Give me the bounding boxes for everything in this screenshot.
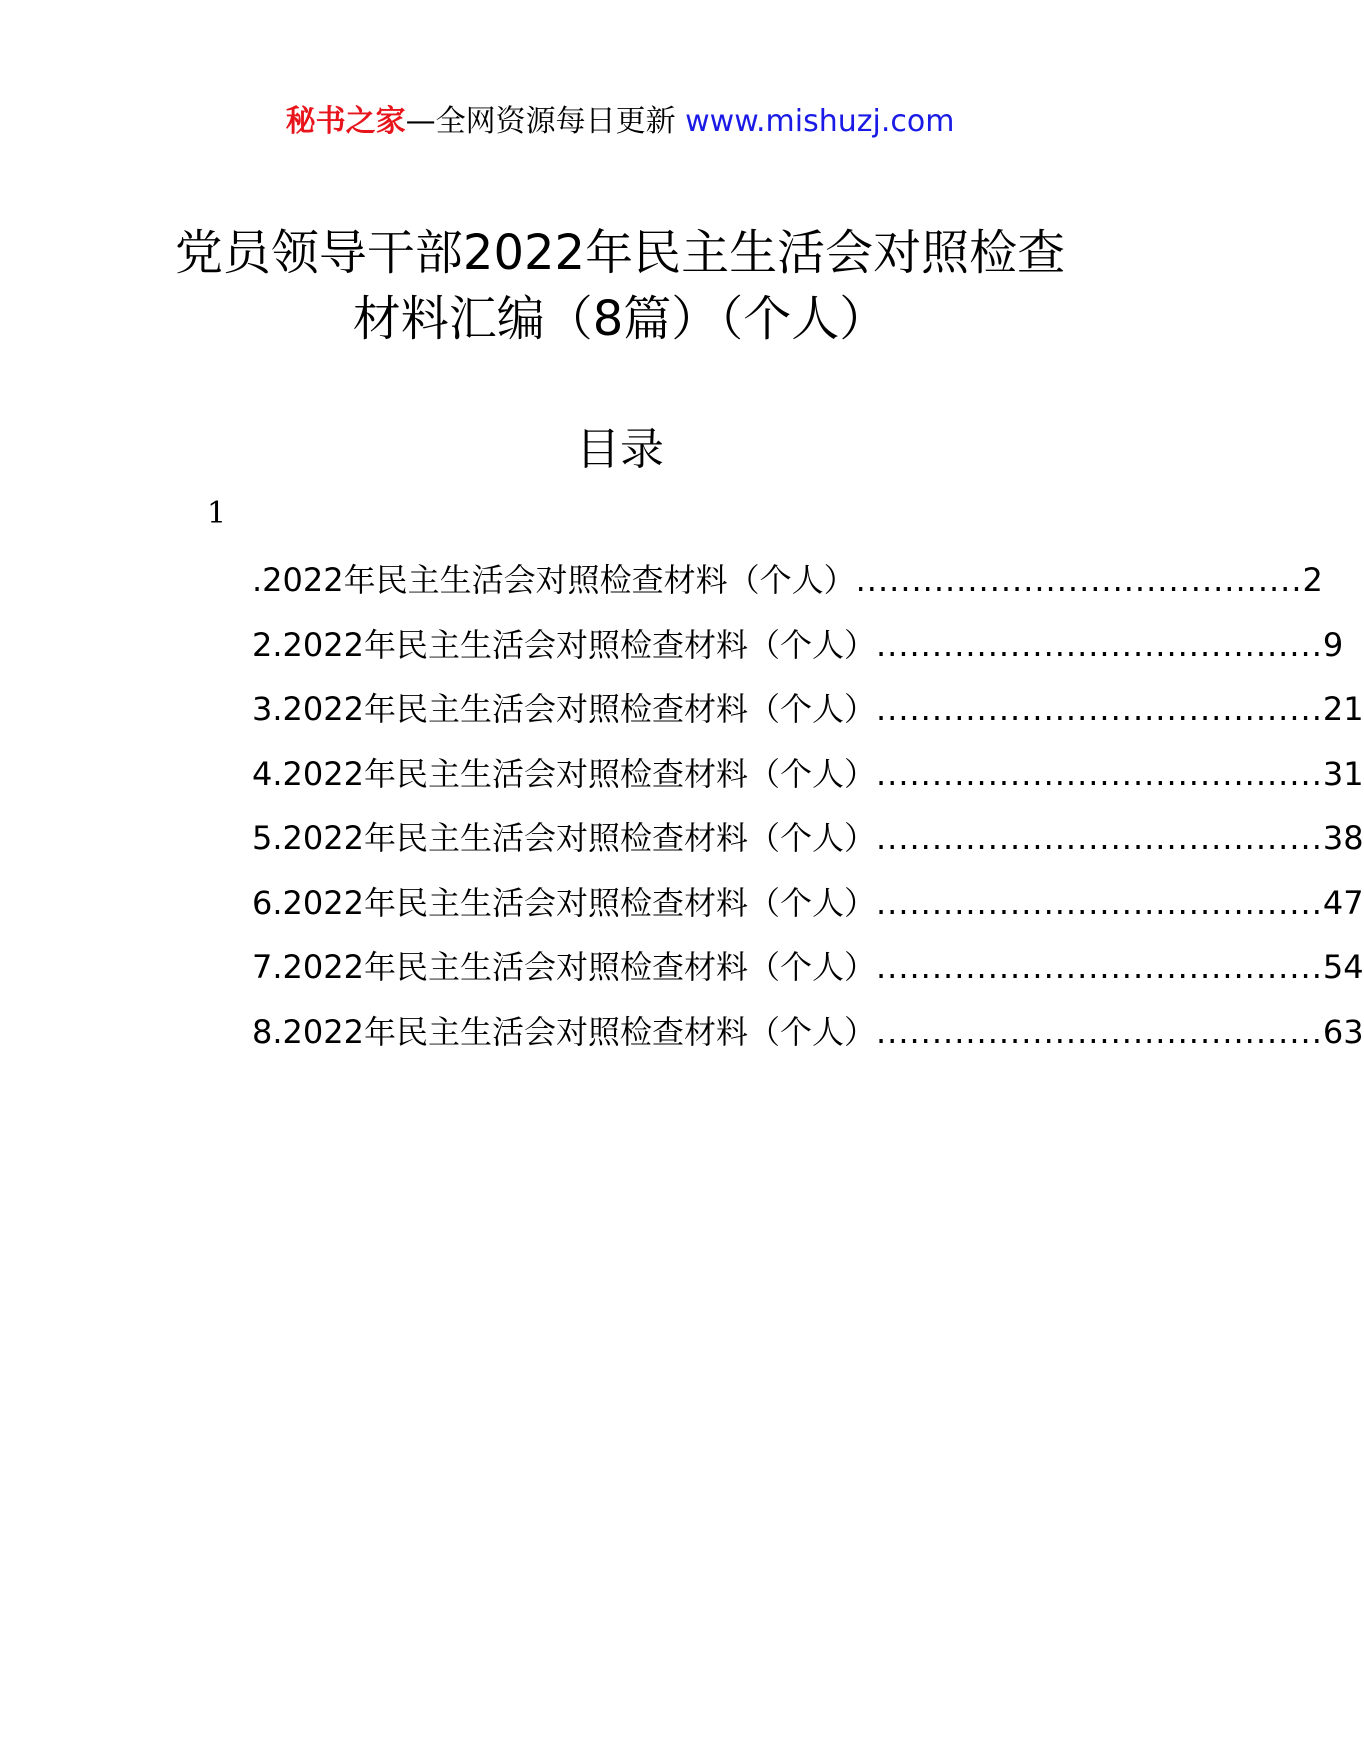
toc-entry[interactable] xyxy=(252,687,1364,752)
toc-entry[interactable] xyxy=(252,558,1323,623)
toc-entry-title: 3.2022年民主生活会对照检查材料（个人） xyxy=(252,690,876,728)
toc-entry-leader: ........................................ xyxy=(875,754,1323,793)
toc-entry-leader: ........................................ xyxy=(875,819,1323,857)
toc-entry-page: 2 xyxy=(1302,561,1323,599)
document-title-line-2: 材料汇编（8篇）（个人） xyxy=(352,291,888,347)
toc-entry-title: 6.2022年民主生活会对照检查材料（个人） xyxy=(252,883,876,922)
toc-entry-leader: ........................................ xyxy=(875,690,1323,728)
toc-entry-page: 47 xyxy=(1322,883,1364,922)
toc-entry[interactable] xyxy=(252,816,1364,881)
toc-entry-leader: ........................................ xyxy=(855,561,1303,599)
toc-entry-leader: ........................................ xyxy=(875,948,1323,986)
toc-entry[interactable] xyxy=(252,752,1364,817)
toc-entry-page: 31 xyxy=(1322,754,1364,793)
toc-entry-page: 38 xyxy=(1322,819,1364,857)
toc-entry-title: .2022年民主生活会对照检查材料（个人） xyxy=(252,561,856,599)
toc-entry-title: 4.2022年民主生活会对照检查材料（个人） xyxy=(252,754,876,793)
toc-entry-page: 63 xyxy=(1322,1012,1364,1051)
site-tagline: —全网资源每日更新 xyxy=(405,104,676,139)
toc-entry-title: 8.2022年民主生活会对照检查材料（个人） xyxy=(252,1012,876,1051)
toc-entry[interactable] xyxy=(252,623,1344,688)
site-header xyxy=(0,100,1240,144)
document-title xyxy=(0,220,1240,352)
toc-entry-leader: ........................................ xyxy=(875,883,1323,922)
toc-entry-page: 54 xyxy=(1322,948,1364,986)
toc-heading: 目录 xyxy=(576,424,664,475)
toc-entry-title: 5.2022年民主生活会对照检查材料（个人） xyxy=(252,819,876,857)
toc-entry[interactable] xyxy=(252,881,1364,946)
site-brand: 秘书之家 xyxy=(285,104,406,139)
toc-entry-title: 7.2022年民主生活会对照检查材料（个人） xyxy=(252,948,876,986)
toc-marker: 1 xyxy=(207,496,227,531)
document-title-line-1: 党员领导干部2022年民主生活会对照检查 xyxy=(174,225,1066,281)
toc-entry-leader: ........................................ xyxy=(875,1012,1323,1051)
toc-entry[interactable] xyxy=(252,945,1364,1010)
toc-entry[interactable] xyxy=(252,1010,1364,1075)
site-url-link[interactable]: www.mishuzj.com xyxy=(685,104,955,139)
toc-entry-title: 2.2022年民主生活会对照检查材料（个人） xyxy=(252,625,876,664)
toc-list xyxy=(252,558,1364,1074)
toc-entry-leader: ........................................ xyxy=(875,625,1323,664)
toc-entry-page: 9 xyxy=(1322,625,1344,664)
toc-entry-page: 21 xyxy=(1322,690,1364,728)
